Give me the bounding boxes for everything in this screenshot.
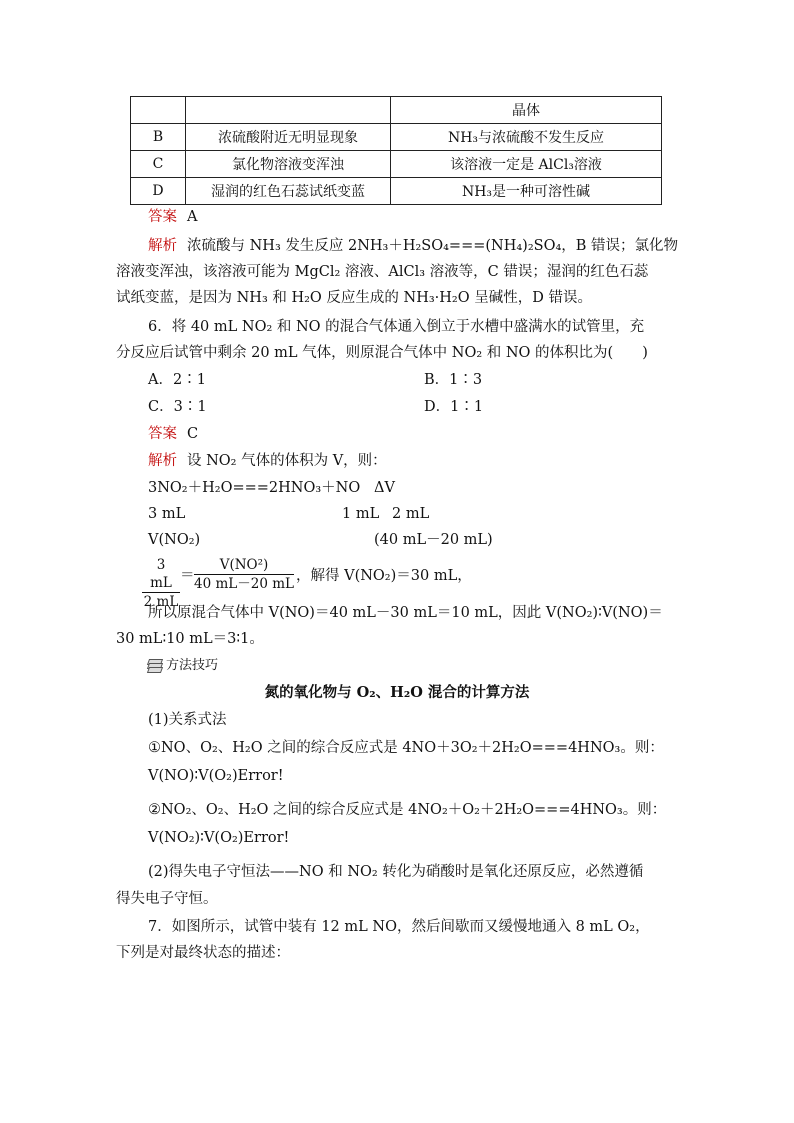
fraction-numerator: V(NO²) [194,556,294,575]
answer-value: A [187,209,198,225]
tips-title: 氮的氧化物与 O₂、H₂O 混合的计算方法 [264,684,530,701]
stoich-value: 1 mL [342,506,380,522]
q5-analysis-line: 溶液变浑浊，该溶液可能为 MgCl₂ 溶液、AlCl₃ 溶液等，C 错误；湿润的红色石蕊 [116,264,649,280]
answer-label: 答案 [148,426,177,442]
answer-label: 答案 [148,209,177,225]
conclusion: 所以原混合气体中 V(NO)＝40 mL－30 mL＝10 mL，因此 V(NO₂)∶V(NO)＝ [148,605,663,621]
fraction-denominator: 40 mL－20 mL [194,576,294,592]
tips-item: 得失电子守恒。 [116,891,218,907]
option-b: B．1∶3 [424,372,483,388]
table-cell: NH₃是一种可溶性碱 [391,178,662,205]
comparison-table [130,96,662,205]
table-cell [131,97,186,124]
answer-value: C [187,426,199,442]
delta-v: ΔV [374,480,395,496]
tips-badge [148,656,218,676]
table-header-row [131,97,662,124]
q6-analysis [148,451,387,471]
stoich-value: V(NO₂) [148,532,201,548]
fraction-numerator: 3 mL [142,556,180,593]
analysis-text: 设 NO₂ 气体的体积为 V，则： [187,453,387,469]
tips-ratio: V(NO)∶V(O₂)Error! [148,768,284,784]
conclusion: 30 mL∶10 mL＝3∶1。 [116,631,264,647]
q5-analysis-line [148,236,678,256]
table-row [131,151,662,178]
analysis-label: 解析 [148,453,177,469]
table-cell: D [131,178,186,205]
fraction-denominator: 2 mL [143,594,179,610]
analysis-text: 浓硫酸与 NH₃ 发生反应 2NH₃＋H₂SO₄===(NH₄)₂SO₄，B 错误；氯化物 [187,238,679,254]
table-row [131,124,662,151]
q6-answer [148,424,198,444]
analysis-label: 解析 [148,238,177,254]
table-cell: B [131,124,186,151]
option-c: C．3∶1 [148,399,207,415]
table-cell: 浓硫酸附近无明显现象 [186,124,391,151]
table-cell: 氯化物溶液变浑浊 [186,151,391,178]
equals-sign: ＝ [180,568,195,584]
table-cell: 晶体 [391,97,662,124]
option-d: D．1∶1 [424,399,484,415]
q6-stem: 分反应后试管中剩余 20 mL 气体，则原混合气体中 NO₂ 和 NO 的体积比为( ) [116,345,648,361]
table-cell [186,97,391,124]
option-a: A．2∶1 [148,372,206,388]
table-cell: NH₃与浓硫酸不发生反应 [391,124,662,151]
equation: 3NO₂＋H₂O===2HNO₃＋NO [148,480,361,496]
stack-icon [148,659,162,671]
table-row [131,178,662,205]
stoich-value: 2 mL [392,506,430,522]
q6-stem: 6．将 40 mL NO₂ 和 NO 的混合气体通入倒立于水槽中盛满水的试管里，充 [148,319,645,335]
table-cell: C [131,151,186,178]
q7-stem: 7．如图所示，试管中装有 12 mL NO，然后间歇而又缓慢地通入 8 mL O₂， [148,919,650,935]
tips-ratio: V(NO₂)∶V(O₂)Error! [148,830,290,846]
tips-item: (2)得失电子守恒法——NO 和 NO₂ 转化为硝酸时是氧化还原反应，必然遵循 [148,864,644,880]
tips-item: ②NO₂、O₂、H₂O 之间的综合反应式是 4NO₂＋O₂＋2H₂O===4HNO₃。则： [148,802,667,818]
table-cell: 湿润的红色石蕊试纸变蓝 [186,178,391,205]
fraction [194,556,294,593]
tips-badge-label: 方法技巧 [166,658,219,673]
q5-answer [148,207,197,227]
tips-item: ①NO、O₂、H₂O 之间的综合反应式是 4NO＋3O₂＋2H₂O===4HNO₃。则： [148,740,664,756]
solve-text: ，解得 V(NO₂)＝30 mL， [296,568,472,584]
table-cell: 该溶液一定是 AlCl₃溶液 [391,151,662,178]
tips-item-title: (1)关系式法 [148,712,227,728]
q5-analysis-line: 试纸变蓝，是因为 NH₃ 和 H₂O 反应生成的 NH₃·H₂O 呈碱性，D 错误。 [116,290,592,306]
stoich-value: 3 mL [148,506,186,522]
stoich-value: (40 mL－20 mL) [374,532,493,548]
q7-stem: 下列是对最终状态的描述： [116,945,290,961]
